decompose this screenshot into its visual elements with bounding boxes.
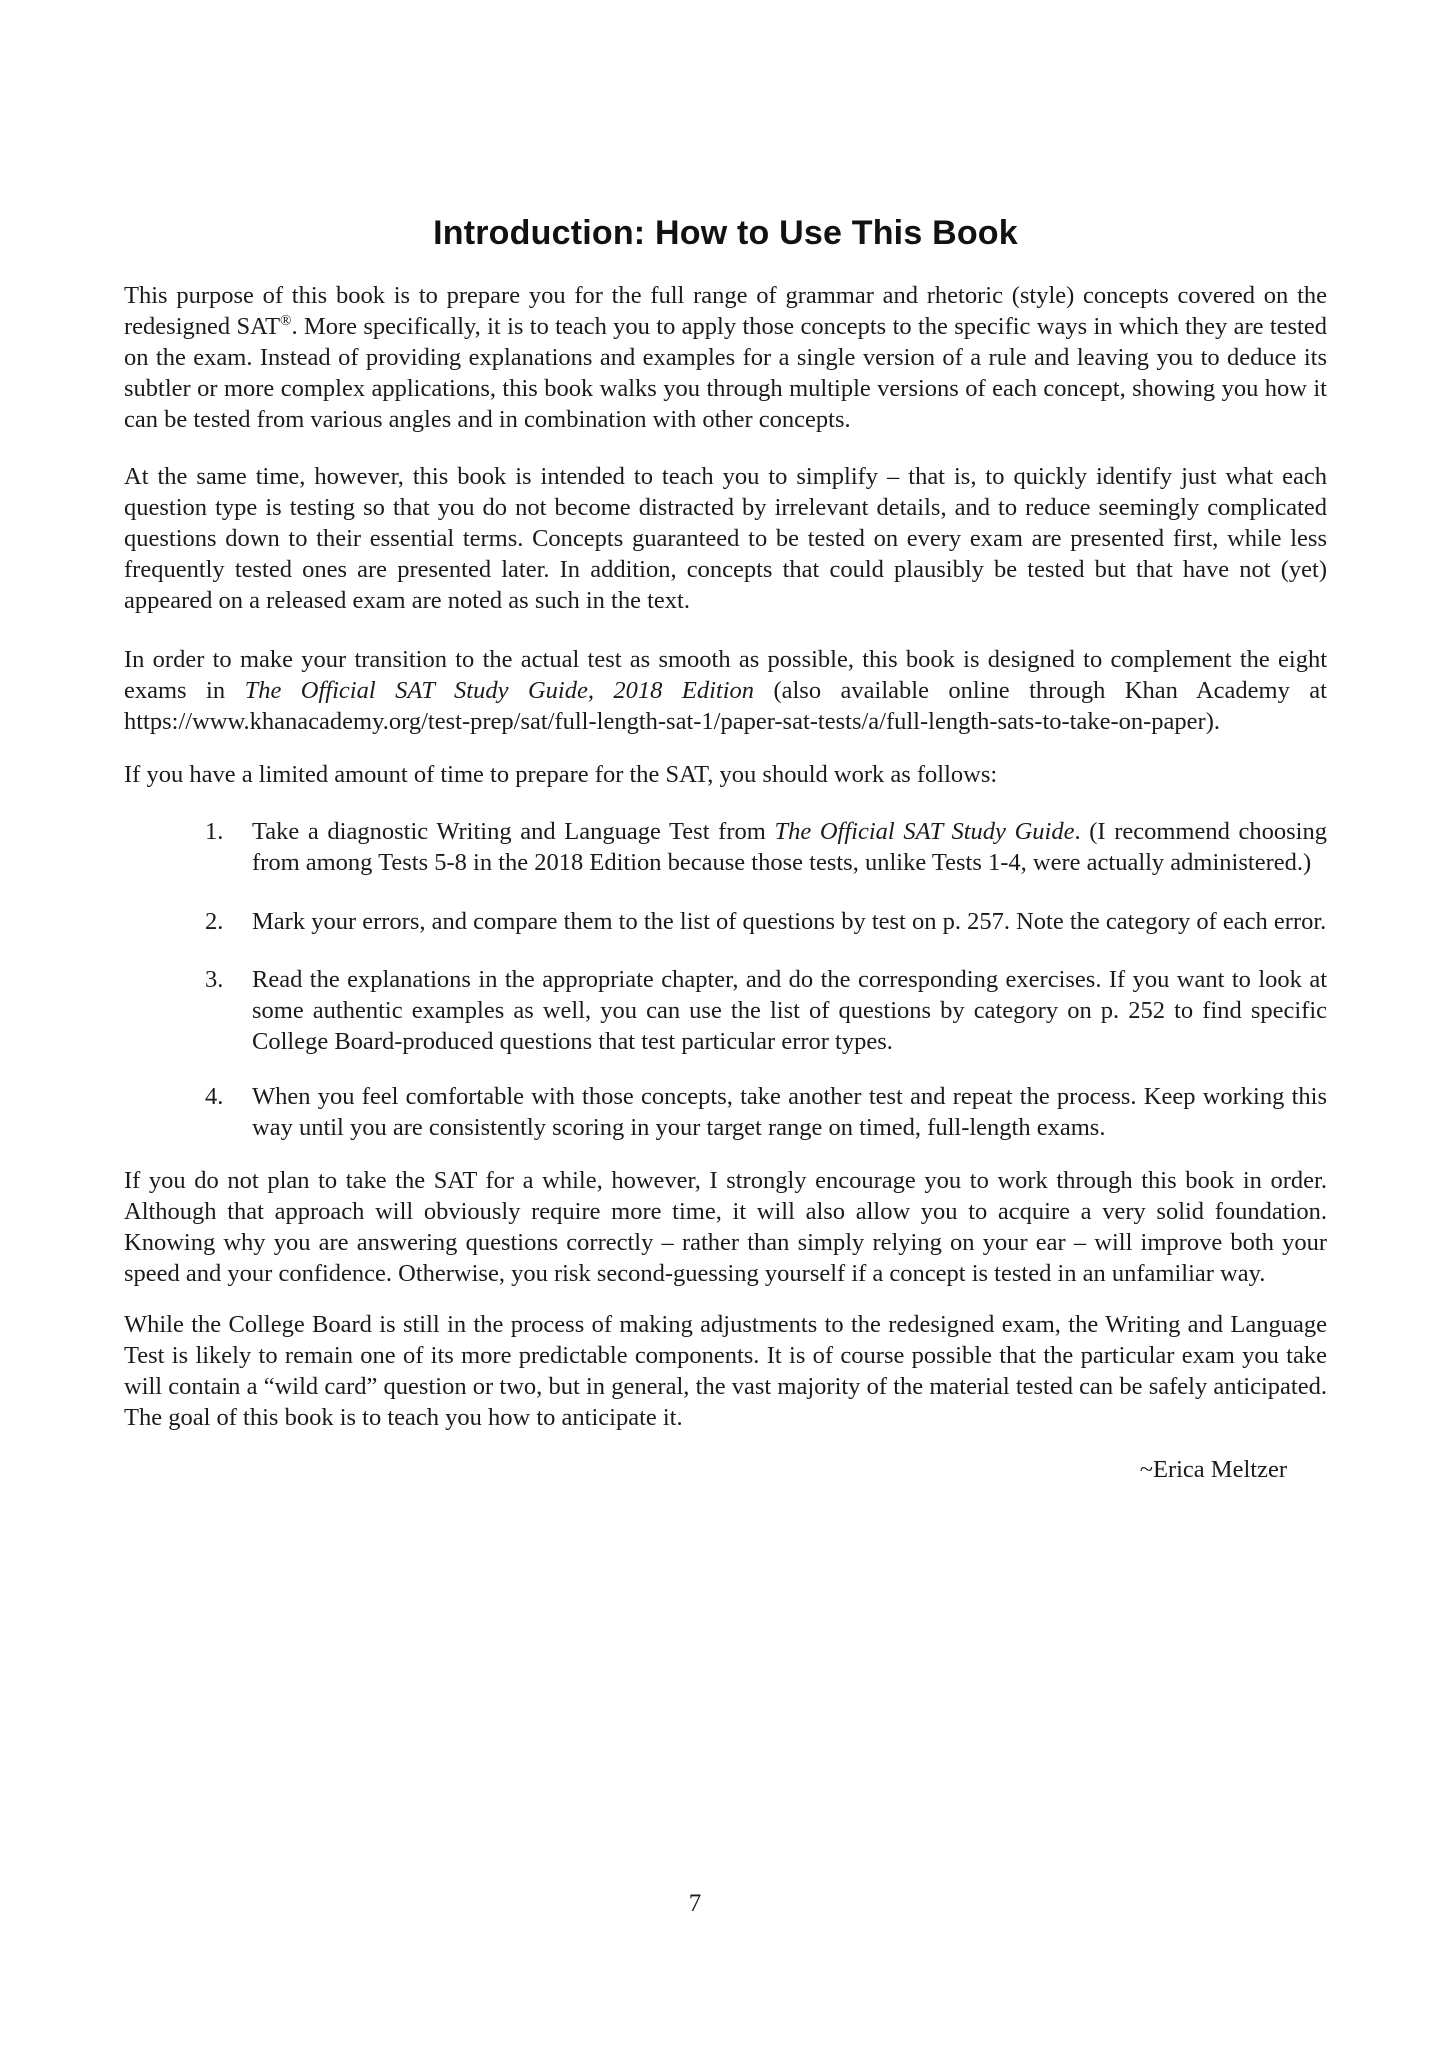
registered-trademark-symbol: ® — [280, 312, 292, 329]
paragraph-simplify: At the same time, however, this book is intended to teach you to simplify – that is, to quickly identify just what each question type is testing so that you do not become distracted by irrelevant details, and to reduce seemingly complicated questions down to their essential terms. Concepts guaranteed to be tested on every exam are presented first, while less frequently tested ones are presented later. In addition, concepts that could plausibly be tested but that have not (yet) appeared on a released exam are noted as such in the text. — [124, 463, 1327, 614]
page-title: Introduction: How to Use This Book — [433, 214, 1018, 252]
paragraph-study-guide — [124, 644, 1327, 737]
list-item — [124, 906, 1327, 937]
paragraph-purpose-post: . More specifically, it is to teach you to apply those concepts to the specific ways in which they are tested on the exam. Instead of providing explanations and examples for a single version of a rule and leaving you to deduce its subtler or more complex applications, this book walks you through multiple versions of each concept, showing you how it can be tested from various angles and in combination with other concepts. — [124, 313, 1327, 433]
list-item-number: 2. — [205, 908, 224, 935]
list-item-text — [252, 906, 1327, 937]
list-item — [124, 1081, 1327, 1143]
paragraph-work-through: If you do not plan to take the SAT for a while, however, I strongly encourage you to work through this book in order. Although that approach will obviously require more time, it will also allow you to acquire a very solid foundation. Knowing why you are answering questions correctly – rather than simply relying on your ear – will improve both your speed and your confidence. Otherwise, you risk second-guessing yourself if a concept is tested in an unfamiliar way. — [124, 1167, 1327, 1287]
list-item — [124, 964, 1327, 1057]
page-number: 7 — [688, 1890, 702, 1917]
numbered-list — [124, 816, 1327, 1143]
khan-academy-url: https://www.khanacademy.org/test-prep/sat/full-length-sat-1/paper-sat-tests/a/full-length-sats-to-take-on-paper — [124, 708, 1206, 735]
list-item-number: 3. — [205, 966, 224, 993]
list-item — [124, 816, 1327, 878]
list-item-text — [252, 816, 1327, 878]
list-item-text-pre: Take a diagnostic Writing and Language Test from — [252, 818, 775, 845]
author-signature: ~Erica Meltzer — [1139, 1456, 1287, 1483]
list-item-text — [252, 964, 1327, 1057]
book-title-official-sat-study-guide: The Official SAT Study Guide — [774, 818, 1075, 845]
list-item-text — [252, 1081, 1327, 1143]
list-item-text-pre: Read the explanations in the appropriate chapter, and do the corresponding exercises. If you want to look at some authentic examples as well, you can use the list of questions by category on p. 252 to find specific College Board-produced questions that test particular error types. — [252, 966, 1327, 1055]
paragraph-college-board: While the College Board is still in the process of making adjustments to the redesigned exam, the Writing and Language Test is likely to remain one of its more predictable components. It is of course possible that the particular exam you take will contain a “wild card” question or two, but in general, the vast majority of the material tested can be safely anticipated. The goal of this book is to teach you how to anticipate it. — [124, 1311, 1327, 1431]
list-item-text-pre: Mark your errors, and compare them to the list of questions by test on p. 257. Note the category of each error. — [252, 908, 1327, 935]
paragraph-purpose — [124, 280, 1327, 435]
list-item-number: 1. — [205, 818, 224, 845]
paragraph-study-guide-mid: (also available online through Khan Academy at — [754, 677, 1327, 704]
paragraph-list-intro: If you have a limited amount of time to prepare for the SAT, you should work as follows: — [124, 761, 998, 788]
book-title-official-sat-study-guide-2018: The Official SAT Study Guide, 2018 Edition — [244, 677, 754, 704]
paragraph-purpose-pre: This purpose of this book is to prepare you for the full range of grammar and rhetoric (style) concepts covered on the redesigned SAT — [124, 282, 1327, 340]
page-content — [124, 0, 1327, 1485]
list-item-number: 4. — [205, 1083, 224, 1110]
paragraph-study-guide-pre: In order to make your transition to the actual test as smooth as possible, this book is designed to complement the eight exams in — [124, 646, 1327, 704]
paragraph-study-guide-end: ). — [1205, 708, 1220, 735]
list-item-text-post: . (I recommend choosing from among Tests 5-8 in the 2018 Edition because those tests, unlike Tests 1-4, were actually administered.) — [252, 818, 1327, 876]
list-item-text-pre: When you feel comfortable with those concepts, take another test and repeat the process. Keep working this way until you are consistently scoring in your target range on timed, full-length exams. — [252, 1083, 1327, 1141]
